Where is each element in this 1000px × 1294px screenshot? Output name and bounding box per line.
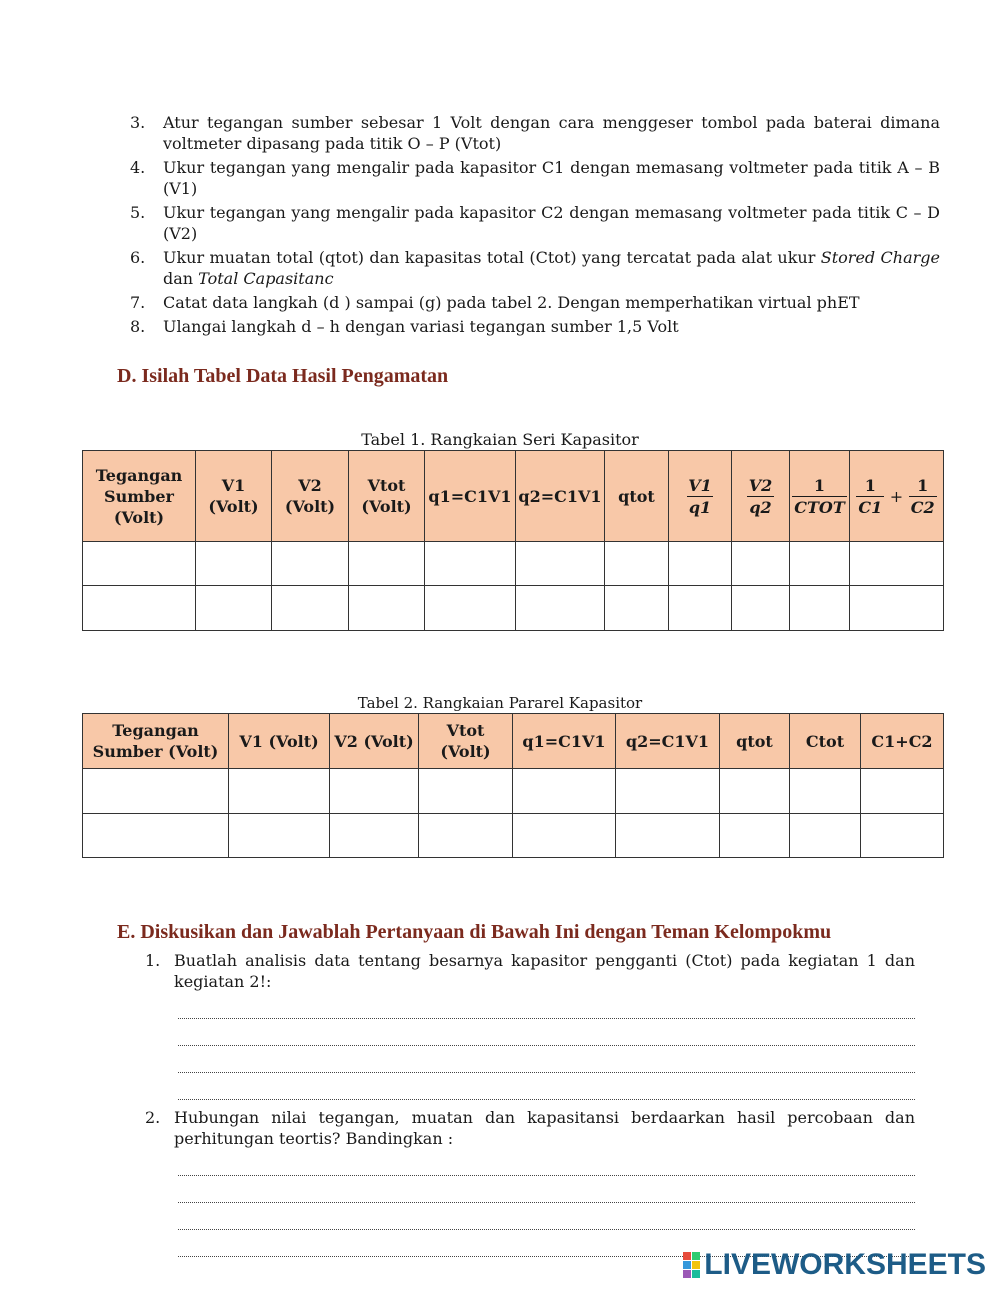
step-text: Catat data langkah (d ) sampai (g) pada tabel 2. Dengan memperhatikan virtual phET [163, 293, 860, 312]
table-cell[interactable] [616, 814, 720, 858]
table-cell[interactable] [720, 814, 790, 858]
logo-text: LIVEWORKSHEETS [704, 1248, 986, 1281]
question-number: 2. [145, 1108, 161, 1127]
table-cell[interactable] [229, 814, 330, 858]
table-cell[interactable] [513, 769, 616, 814]
question-1 [145, 950, 915, 992]
col-header-v2-over-q2 [732, 451, 790, 542]
table-cell[interactable] [419, 814, 513, 858]
table2-parallel [82, 713, 944, 858]
fraction-numerator: V2 [748, 475, 773, 495]
fraction-denominator: C1 [858, 497, 883, 517]
table2-header-row [83, 714, 944, 769]
table1-header-row [83, 451, 944, 542]
table-cell[interactable] [616, 769, 720, 814]
table2-caption: Tabel 2. Rangkaian Pararel Kapasitor [357, 694, 643, 712]
fraction-denominator: q2 [749, 497, 772, 517]
step-6 [130, 247, 940, 289]
step-text [163, 247, 940, 289]
col-header-v1: V1 (Volt) [196, 451, 272, 542]
fraction-numerator: 1 [864, 475, 876, 495]
step-number: 6. [130, 248, 146, 267]
section-e-title: E. Diskusikan dan Jawablah Pertanyaan di Bawah Ini dengan Teman Kelompokmu [117, 921, 832, 943]
table-row [83, 542, 944, 586]
col-header-v2: V2 (Volt) [272, 451, 349, 542]
table-cell[interactable] [349, 542, 425, 586]
table-cell[interactable] [419, 769, 513, 814]
step-text: Ukur tegangan yang mengalir pada kapasitor C2 dengan memasang voltmeter pada titik C – D (V2) [163, 203, 940, 243]
step-4 [130, 157, 940, 199]
fraction-numerator: 1 [917, 475, 929, 495]
answer-line[interactable] [178, 1157, 915, 1176]
answer-line[interactable] [178, 1054, 915, 1073]
table-cell[interactable] [83, 542, 196, 586]
table-cell[interactable] [425, 586, 516, 631]
table-cell[interactable] [720, 769, 790, 814]
step-8 [130, 316, 940, 337]
section-d-title: D. Isilah Tabel Data Hasil Pengamatan [117, 365, 449, 387]
table-row [83, 586, 944, 631]
step-text-part: dan [163, 269, 199, 288]
answer-line[interactable] [178, 1027, 915, 1046]
liveworksheets-logo [683, 1248, 986, 1282]
fraction-denominator: q1 [688, 497, 712, 517]
fraction-denominator: C2 [910, 497, 935, 517]
step-7 [130, 292, 940, 313]
table-row [83, 769, 944, 814]
table-cell[interactable] [732, 586, 790, 631]
step-text-italic: Stored Charge [820, 248, 940, 267]
table-cell[interactable] [516, 542, 605, 586]
table-cell[interactable] [669, 586, 732, 631]
step-number: 3. [130, 113, 146, 132]
step-number: 5. [130, 203, 146, 222]
step-number: 8. [130, 317, 146, 336]
table-row [83, 814, 944, 858]
table-cell[interactable] [861, 814, 944, 858]
table-cell[interactable] [83, 814, 229, 858]
col-header-q1: q1=C1V1 [513, 714, 616, 769]
col-header-vtot: Vtot (Volt) [419, 714, 513, 769]
table-cell[interactable] [605, 586, 669, 631]
question-number: 1. [145, 951, 161, 970]
table-cell[interactable] [516, 586, 605, 631]
table1-caption: Tabel 1. Rangkaian Seri Kapasitor [361, 430, 639, 449]
table-cell[interactable] [790, 586, 850, 631]
table-cell[interactable] [196, 586, 272, 631]
table-cell[interactable] [790, 814, 861, 858]
fraction-v2-q2 [747, 475, 775, 518]
table-cell[interactable] [850, 542, 944, 586]
table-cell[interactable] [605, 542, 669, 586]
table-cell[interactable] [861, 769, 944, 814]
question-2-block [145, 1107, 915, 1257]
step-5 [130, 202, 940, 244]
col-header-q1: q1=C1V1 [425, 451, 516, 542]
table-cell[interactable] [196, 542, 272, 586]
col-header-v1-over-q1 [669, 451, 732, 542]
table-cell[interactable] [425, 542, 516, 586]
table1-series [82, 450, 944, 631]
col-header-tegangan: Tegangan Sumber (Volt) [83, 714, 229, 769]
table-cell[interactable] [732, 542, 790, 586]
step-number: 7. [130, 293, 146, 312]
answer-line[interactable] [178, 1184, 915, 1203]
question-1-block [145, 950, 915, 1100]
col-header-vtot: Vtot (Volt) [349, 451, 425, 542]
col-header-v2: V2 (Volt) [330, 714, 419, 769]
fraction-1-c1 [856, 475, 884, 518]
step-text-italic: Total Capasitanc [198, 269, 334, 288]
col-header-tegangan: Tegangan Sumber (Volt) [83, 451, 196, 542]
col-header-qtot: qtot [720, 714, 790, 769]
answer-line[interactable] [178, 1000, 915, 1019]
step-3 [130, 112, 940, 154]
col-header-ctot: Ctot [790, 714, 861, 769]
fraction-denominator: CTOT [794, 497, 845, 517]
answer-line[interactable] [178, 1211, 915, 1230]
step-text: Ukur tegangan yang mengalir pada kapasitor C1 dengan memasang voltmeter pada titik A – B (V1) [163, 158, 940, 198]
table-cell[interactable] [272, 586, 349, 631]
table-cell[interactable] [330, 769, 419, 814]
table-cell[interactable] [669, 542, 732, 586]
table-cell[interactable] [83, 586, 196, 631]
table-cell[interactable] [349, 586, 425, 631]
table-cell[interactable] [229, 769, 330, 814]
step-number: 4. [130, 158, 146, 177]
question-text: Buatlah analisis data tentang besarnya kapasitor pengganti (Ctot) pada kegiatan 1 dan kegiatan 2!: [174, 951, 915, 991]
table-cell[interactable] [513, 814, 616, 858]
fraction-v1-q1 [686, 475, 714, 518]
col-header-one-over-ctot [790, 451, 850, 542]
fraction-numerator: V1 [688, 475, 712, 495]
question-text: Hubungan nilai tegangan, muatan dan kapasitansi berdaarkan hasil percobaan dan perhitungan teortis? Bandingkan : [174, 1108, 915, 1148]
question-2 [145, 1107, 915, 1149]
table-cell[interactable] [83, 769, 229, 814]
col-header-q2: q2=C1V1 [516, 451, 605, 542]
col-header-v1: V1 (Volt) [229, 714, 330, 769]
table-cell[interactable] [330, 814, 419, 858]
fraction-numerator: 1 [813, 475, 826, 495]
col-header-sum-reciprocals [850, 451, 944, 542]
plus-sign: + [889, 486, 904, 506]
step-text: Atur tegangan sumber sebesar 1 Volt dengan cara menggeser tombol pada baterai dimana voltmeter dipasang pada titik O – P (Vtot) [163, 113, 940, 153]
step-text: Ulangai langkah d – h dengan variasi tegangan sumber 1,5 Volt [163, 317, 679, 336]
table-cell[interactable] [272, 542, 349, 586]
table-cell[interactable] [790, 542, 850, 586]
step-text-part: Ukur muatan total (qtot) dan kapasitas total (Ctot) yang tercatat pada alat ukur [163, 248, 821, 267]
fraction-1-c2 [909, 475, 937, 518]
col-header-c1-plus-c2: C1+C2 [861, 714, 944, 769]
fraction-1-ctot [792, 475, 846, 518]
table-cell[interactable] [790, 769, 861, 814]
answer-line[interactable] [178, 1081, 915, 1100]
table-cell[interactable] [850, 586, 944, 631]
col-header-qtot: qtot [605, 451, 669, 542]
logo-grid-icon [683, 1252, 700, 1278]
col-header-q2: q2=C1V1 [616, 714, 720, 769]
procedure-steps [130, 112, 940, 340]
